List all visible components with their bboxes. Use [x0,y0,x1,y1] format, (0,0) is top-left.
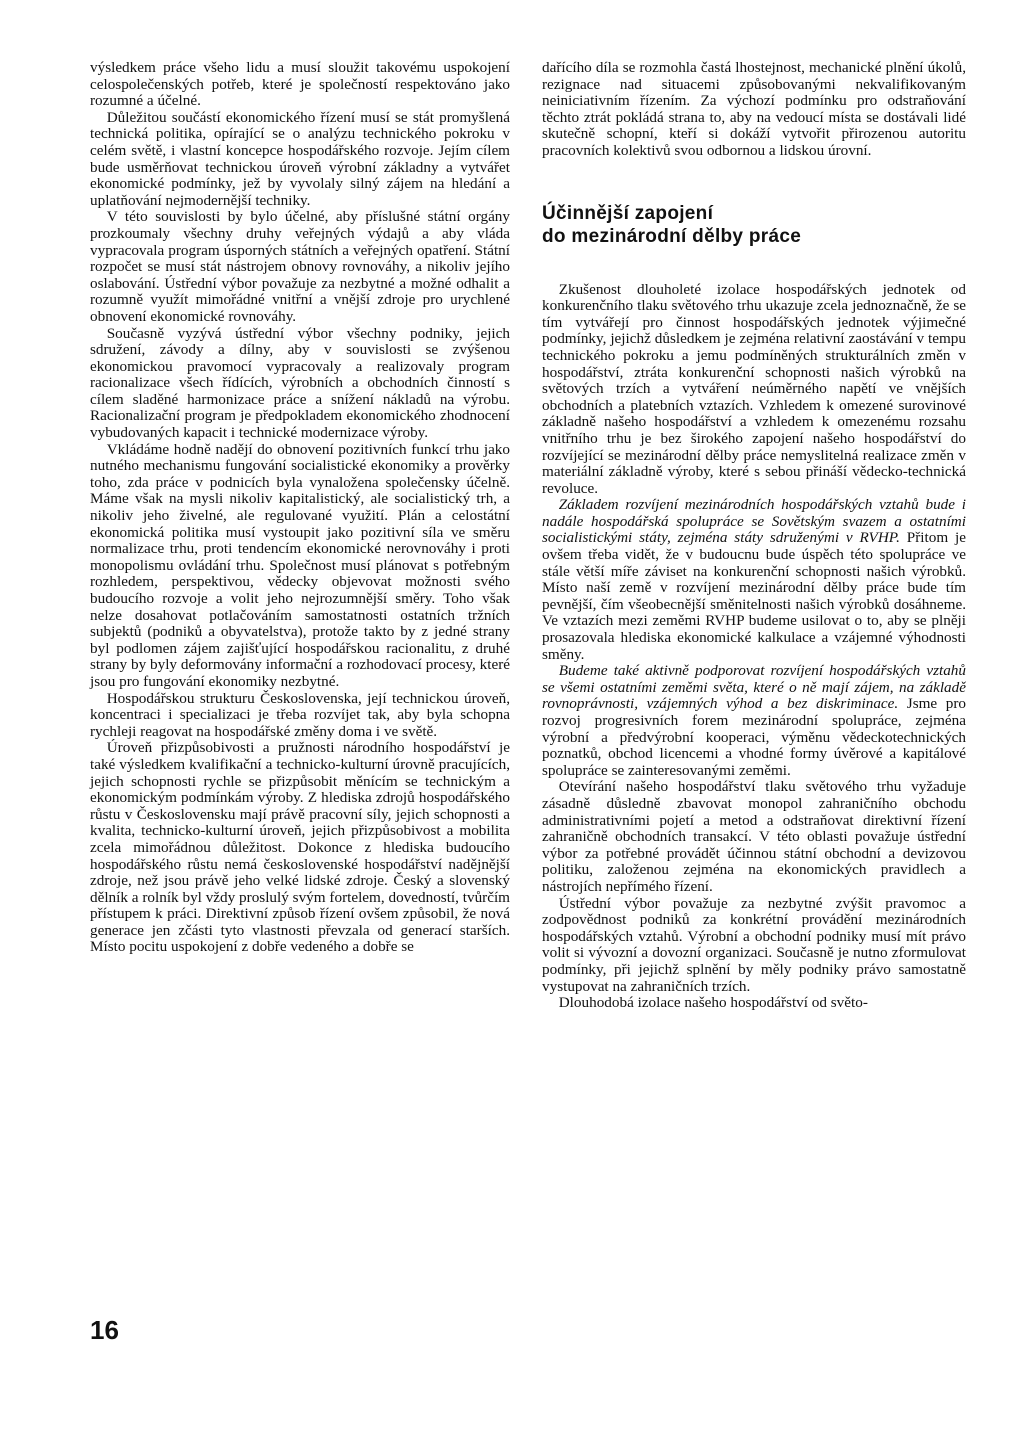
paragraph: Otevírání našeho hospodářství tlaku světového trhu vyžaduje zásadně důsledně zbavovat monopol zahraničního obchodu administrativními pojetí a metod a odstraňovat direktivní řízení zahraničně obchodních transakcí. V této oblasti považuje ústřední výbor za potřebné provádět účinnou státní obchodní a devizovou politiku, založenou zejména na ekonomických pravidlech a nástrojích nepřímého řízení. [542,778,966,895]
paragraph: Úroveň přizpůsobivosti a pružnosti národního hospodářství je také výsledkem kvalifikační a technicko-kulturní úrovně pracujících, jejich schopnosti rychle se přizpůsobit měnícím se technickým a ekonomickým podmínkám výroby. Z hlediska zdrojů hospodářského růstu v Československu mají právě pracovní síly, jejich schopnosti a kvalita, technicko-kulturní úroveň, jejich přizpůsobivost a mobilita zcela mimořádnou důležitost. Dokonce z hlediska budoucího hospodářského růstu nemá československé hospodářství nadějnější zdroje, než jsou právě jeho velké lidské zdroje. Český a slovenský dělník a rolník byl vždy proslulý svým fortelem, dovedností, tvůrčím přístupem k práci. Direktivní způsob řízení ovšem způsobil, že nová generace jen zčásti tyto vlastnosti převzala od generací starších. Místo pocitu uspokojení z dobře vedeného a dobře se [90,739,510,956]
paragraph: Důležitou součástí ekonomického řízení musí se stát promyšlená technická politika, opírající se o analýzu technického pokroku v celém světě, i vlastní koncepce hospodářského rozvoje. Jejím cílem bude usměrňovat technickou úroveň výrobní základny a vytvářet ekonomické podmínky, jež by vyvolaly silný zájem na hledání a uplatňování nejmodernější techniky. [90,108,510,209]
section-heading [542,202,966,248]
page-number: 16 [90,1315,119,1345]
italic-emphasis: Základem rozvíjení mezinárodních hospodářských vztahů bude i nadále hospodářská spolupráce se Sovětským svazem a ostatními socialistickými státy, zejména státy sdruženými v RVHP. [542,496,966,547]
paragraph-text: Přitom je ovšem třeba vidět, že v budoucnu bude úspěch této spolupráce ve stále větší míře záviset na konkurenční schopnosti našich výrobků. Místo naší země v rozvíjení mezinárodní dělby práce bude tím pevnější, čím všeobecnější směnitelnosti našich výrobků dosáhneme. Ve vztazích mezi zeměmi RVHP budeme usilovat o to, aby se plněji prosazovala hlediska ekonomické kalkulace a vzájemné výhodnosti směny. [542,529,966,663]
paragraph [542,497,966,663]
paragraph: Ústřední výbor považuje za nezbytné zvýšit pravomoc a zodpovědnost podniků za konkrétní provádění mezinárodních hospodářských vztahů. Výrobní a obchodní podniky musí mít právo volit si vývozní a dovozní organizaci. Současně je nutno zformulovat podmínky, při jejichž splnění by měly podniky právo samostatně vystupovat na zahraničních trzích. [542,894,966,995]
paragraph: Vkládáme hodně nadějí do obnovení pozitivních funkcí trhu jako nutného mechanismu fungování socialistické ekonomiky a prověrky toho, zda práce v podnicích byla vynaložena společensky účelně. Máme však na mysli nikoliv kapitalistický, ale socialistický trh, a nikoliv jeho živelné, ale regulované využití. Plán a celostátní ekonomická politika musí vystoupit jako pozitivní síla ve směru normalizace trhu, proti tendencím ekonomické nerovnováhy i proti monopolismu ovládání trhu. Společnost musí plánovat s potřebným rozhledem, perspektivou, vědecky objevovat možnosti svého budoucího rozvoje a volit jeho nejrozumnější směry. Toho však nelze dosahovat potlačováním samostatnosti ostatních tržních subjektů (podniků a obyvatelstva), protože takto by z jedné strany byl podlomen zájem zajišťující hospodářskou racionalitu, z druhé strany by byly deformovány informační a rozhodovací procesy, které jsou pro fungování ekonomiky nezbytné. [90,440,510,690]
paragraph: Hospodářskou strukturu Československa, její technickou úroveň, koncentraci i specializaci je třeba rozvíjet tak, aby byla schopna rychleji reagovat na hospodářské změny doma i ve světě. [90,689,510,740]
section-heading-line: Účinnější zapojení [542,202,714,224]
paragraph-text: Jsme pro rozvoj progresivních forem mezinárodní spolupráce, zejména výrobní a předvýrobní kooperaci, výměnu vědeckotechnických poznatků, obchod licencemi a vhodné formy úvěrové a kapitálové spolupráce se zainteresovanými zeměmi. [542,695,967,779]
paragraph: V této souvislosti by bylo účelné, aby příslušné státní orgány prozkoumaly všechny druhy veřejných výdajů a aby vláda vypracovala program úsporných státních a veřejných opatření. Státní rozpočet se musí stát nástrojem obnovy rovnováhy, a nikoliv jejího oslabování. Ústřední výbor považuje za nezbytné a možné odhalit a rozumně využít mimořádné vnitřní a vnější zdroje pro urychlené obnovení ekonomické rovnováhy. [90,208,510,325]
section-heading-line: do mezinárodní dělby práce [542,225,802,247]
paragraph: Zkušenost dlouholeté izolace hospodářských jednotek od konkurenčního tlaku světového trhu ukazuje zcela jednoznačně, že se tím vytvářejí pro činnost hospodářských jednotek výjimečné podmínky, jejichž důsledkem je zejména relativní zaostávání v tempu technického pokroku a jemu podmíněných strukturálních změn v hospodářství, ztráta konkurenční schopnosti našich výrobků na světových trzích a vytváření neúměrného napětí ve vnějších obchodních a platebních vztazích. Vzhledem k omezené surovinové základně našeho hospodářství a vzhledem k omezenému rozsahu vnitřního trhu je bez širokého zapojení našeho hospodářství do rozvíjející se mezinárodní dělby práce nemyslitelná realizace změn v materiální základně výroby, které s sebou přináší vědecko-technická revoluce. [542,280,966,497]
italic-emphasis: Budeme také aktivně podporovat rozvíjení hospodářských vztahů se všemi ostatními zeměmi světa, které o ně mají zájem, na základě rovnoprávnosti, vzájemných výhod a bez diskriminace. [542,662,966,713]
left-column [90,60,510,956]
paragraph: dařícího díla se rozmohla častá lhostejnost, mechanické plnění úkolů, rezignace nad situacemi způsobovanými nekvalifikovaným neiniciativním řízením. Za výchozí podmínku pro odstraňování těchto ztrát pokládá strana to, aby na vedoucí místa se dostávali lidé skutečně schopní, kteří si dokáží vytvořit přirozenou autoritu pracovních kolektivů svou odbornou a lidskou úrovní. [542,59,966,159]
paragraph [542,663,966,779]
paragraph: Současně vyzývá ústřední výbor všechny podniky, jejich sdružení, závody a dílny, aby v souvislosti se zvýšenou ekonomickou pravomocí vypracovaly a realizovaly program racionalizace všech řídících, výrobních a obchodních činností s cílem sladěné harmonizace práce a snížení nákladů na výrobu. Racionalizační program je předpokladem ekonomického zhodnocení vybudovaných kapacit i technické modernizace výroby. [90,324,510,442]
paragraph: Dlouhodobá izolace našeho hospodářství od světo- [558,994,868,1012]
paragraph: výsledkem práce všeho lidu a musí sloužit takovému uspokojení celospolečenských potřeb, které je společností respektováno jako rozumné a účelné. [90,59,510,110]
right-column [542,60,966,1012]
